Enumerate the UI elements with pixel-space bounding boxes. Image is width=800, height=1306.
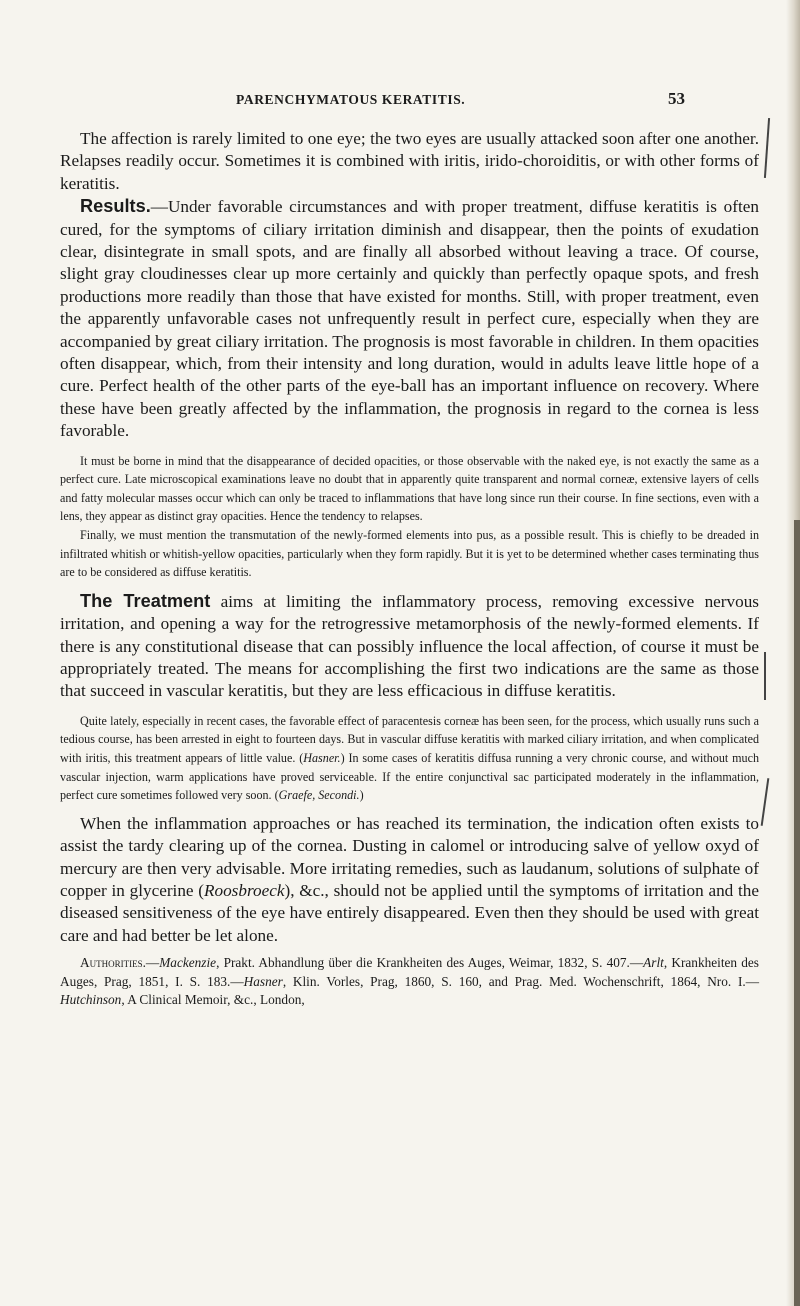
authorities-dash: —: [145, 955, 160, 971]
authorities-text-2: , Krankheiten des Auges, Prag, 1851, I. S. 183.—: [60, 955, 759, 989]
page-header: [60, 89, 760, 112]
authorities-list: [60, 954, 759, 1010]
author-mackenzie: Mackenzie: [159, 955, 217, 971]
citation-roosbroeck: Roosbroeck: [204, 881, 285, 901]
page-number: 53: [668, 89, 685, 108]
treatment-text: aims at limiting the inflammatory process, removing excessive nervous irritation, and opening a way for the retrogressive metamorphosis of the newly-formed elements. If there is any constitutional disease that can possibly influence the local affection, of course it must be appropriately treated. The means for accomplishing the first two indications are the same as those that succeed in vascular keratitis, but they are less efficacious in diffuse keratitis.: [60, 591, 759, 701]
citation-graefe-secondi: Graefe, Secondi.: [278, 788, 360, 803]
author-arlt: Arlt: [643, 955, 664, 971]
termination-text-a: When the inflammation approaches or has reached its termination, the indication often exists to assist the tardy clearing up of the cornea. Dusting in calomel or introducing salve of yellow oxyd of mercury are then very advisable. More irritating remedies, such as laudanum, solutions of sulphate of copper in glycerine (: [60, 813, 759, 901]
note-paracentesis-text-c: ): [359, 788, 364, 803]
citation-hasner: Hasner.: [303, 751, 341, 766]
note-paracentesis: [60, 712, 759, 805]
paragraph-treatment: [60, 590, 759, 703]
termination-text-b: ), &c., should not be applied until the symptoms of irritation and the diseased sensitiveness of the eye have entirely disappeared. Even then they should be used with great care and had better be let alone.: [60, 881, 759, 945]
running-head: PARENCHYMATOUS KERATITIS.: [236, 92, 466, 107]
authorities-label: Authorities.: [80, 955, 146, 971]
authorities-text-3: , Klin. Vorles, Prag, 1860, S. 160, and Prag. Med. Wochenschrift, 1864, Nro. I.—: [282, 973, 759, 989]
margin-mark-middle: [764, 652, 766, 700]
author-hutchinson: Hutchinson: [60, 992, 122, 1008]
results-text: —Under favorable circumstances and with proper treatment, diffuse keratitis is often cured, for the symptoms of ciliary irritation diminish and disappear, then the points of exudation clear, disintegrate in small spots, and are finally all absorbed without leaving a trace. Of course, slight gray cloudinesses clear up more certainly and quickly than perfectly opaque spots, and fresh productions more readily than those that have existed for months. Still, with proper treatment, even the apparently unfavorable cases not unfrequently result in perfect cure, especially when they are accompanied by great ciliary irritation. The prognosis is most favorable in children. In them opacities often disappear, which, from their intensity and long duration, would in adults leave little hope of a cure. Perfect health of the other parts of the eye-ball has an important influence on recovery. Where these have been greatly affected by the inflammation, the prognosis in regard to the cornea is less favorable.: [60, 197, 759, 441]
note-pus: Finally, we must mention the transmutation of the newly-formed elements into pus, as a possible result. This is chiefly to be dreaded in infiltrated whitish or whitish-yellow opacities, particularly when they form rapidly. But it is yet to be determined whether cases terminating thus are to be considered as diffuse keratitis.: [60, 528, 759, 580]
page-body: [60, 128, 759, 1010]
note-opacities: It must be borne in mind that the disappearance of decided opacities, or those observable with the naked eye, is not exactly the same as a perfect cure. Late microscopical examinations leave no doubt that in apparently quite transparent and normal corneæ, extensive layers of cells and fatty molecular masses occur which can only be traced to inflammations that have long since run their course. In fine sections, even with a lens, they appear as distinct gray opacities. Hence the tendency to relapses.: [60, 453, 759, 524]
authorities-text-4: , A Clinical Memoir, &c., London,: [121, 992, 305, 1008]
note-paracentesis-text-a: Quite lately, especially in recent cases, the favorable effect of paracentesis corneæ has been seen, for the process, which usually runs such a tedious course, has been arrested in eight to fourteen days. But in vascular diffuse keratitis with marked ciliary irritation, and when complicated with iritis, this treatment appears of little value. (: [60, 713, 759, 766]
authorities-text-1: , Prakt. Abhandlung über die Krankheiten des Auges, Weimar, 1832, S. 407.—: [216, 955, 644, 971]
book-binding-edge: [794, 520, 800, 1306]
results-heading: Results.: [80, 196, 151, 217]
author-hasner: Hasner: [243, 973, 283, 989]
paragraph-termination: [60, 813, 759, 947]
treatment-heading: The Treatment: [80, 590, 211, 611]
margin-mark-top: [764, 118, 770, 178]
paragraph-affection: The affection is rarely limited to one eye; the two eyes are usually attacked soon after one another. Relapses readily occur. Sometimes it is combined with iritis, irido-choroiditis, or with other forms of keratitis.: [60, 129, 759, 193]
paragraph-results: [60, 195, 759, 442]
note-paracentesis-text-b: ) In some cases of keratitis diffusa running a very chronic course, and without much vascular injection, warm applications have proved serviceable. If the entire conjunctival sac participated moderately in the inflammation, perfect cure sometimes followed very soon. (: [60, 751, 760, 803]
margin-mark-lower: [761, 778, 770, 826]
